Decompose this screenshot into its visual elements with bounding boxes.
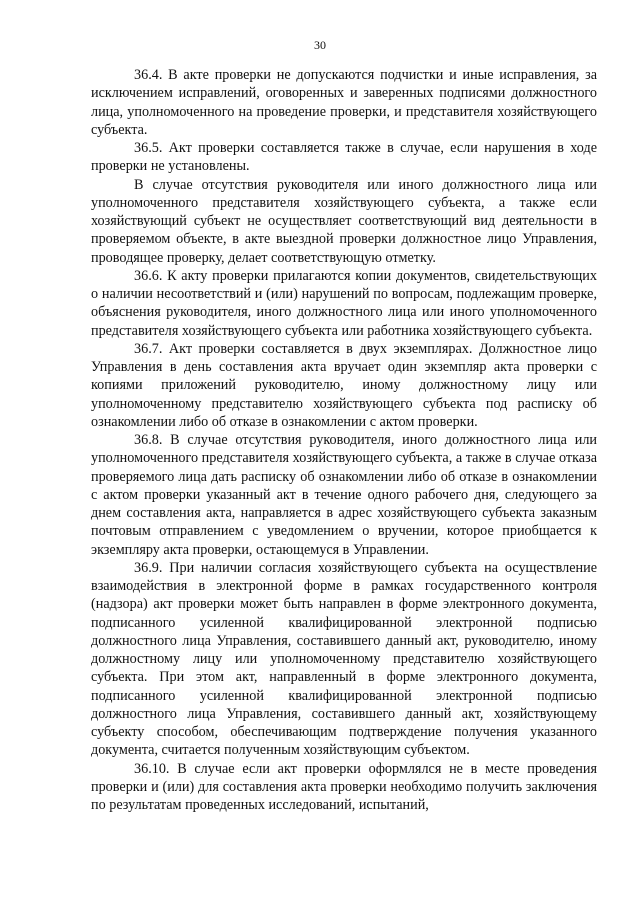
paragraph-36-6: 36.6. К акту проверки прилагаются копии документов, свидетельствующих о наличии несоответствий и (или) нарушений по вопросам, подлежащим проверке, объяснения руководителя, иного должностного лица или иного уполномоченного представителя хозяйствующего субъекта или работника хозяйствующего субъекта. <box>91 267 597 339</box>
paragraph-36-4: 36.4. В акте проверки не допускаются подчистки и иные исправления, за исключением исправлений, оговоренных и заверенных подписями должностного лица, уполномоченного на проведение проверки, и представителя хозяйствующего субъекта. <box>91 67 597 138</box>
paragraph-36-9: 36.9. При наличии согласия хозяйствующего субъекта на осуществление взаимодействия в электронной форме в рамках государственного контроля (надзора) акт проверки может быть направлен в форме электронного документа, подписанного усиленной квалифицированной электронной подписью должностного лица Управления, составившего данный акт, руководителю, иному должностному лицу или уполномоченному представителю хозяйствующего субъекта. При этом акт, направленный в форме электронного документа, подписанного усиленной квалифицированной электронной подписью должностного лица Управления, составившего данный акт, хозяйствующему субъекту способом, обеспечивающим подтверждение получения указанного документа, считается полученным хозяйствующим субъектом. <box>91 559 597 759</box>
paragraph-absence-note: В случае отсутствия руководителя или иного должностного лица или уполномоченного представителя хозяйствующего субъекта, а также если хозяйствующий субъект не осуществляет соответствующий вид деятельности в проверяемом объекте, в акте выездной проверки должностное лицо Управления, проводящее проверку, делает соответствующую отметку. <box>91 176 597 266</box>
paragraph-36-8: 36.8. В случае отсутствия руководителя, иного должностного лица или уполномоченного представителя хозяйствующего субъекта, а также в случае отказа проверяемого лица дать расписку об ознакомлении либо об отказе в ознакомлении с актом проверки указанный акт в течение одного рабочего дня, следующего за днем составления акта, направляется в адрес хозяйствующего субъекта заказным почтовым отправлением с уведомлением о вручении, которое приобщается к экземпляру акта проверки, остающемуся в Управлении. <box>91 432 597 558</box>
page-number: 30 <box>314 38 326 52</box>
paragraph-36-10: 36.10. В случае если акт проверки оформлялся не в месте проведения проверки и (или) для составления акта проверки необходимо получить заключения по результатам проведенных исследований, испытаний, <box>91 760 597 813</box>
body-text <box>91 66 597 814</box>
paragraph-36-7: 36.7. Акт проверки составляется в двух экземплярах. Должностное лицо Управления в день составления акта вручает один экземпляр акта проверки с копиями приложений руководителю, иному должностному лицу или уполномоченному представителю хозяйствующего субъекта под расписку об ознакомлении либо об отказе в ознакомлении с актом проверки. <box>91 340 597 430</box>
paragraph-36-5: 36.5. Акт проверки составляется также в случае, если нарушения в ходе проверки не установлены. <box>91 140 597 175</box>
